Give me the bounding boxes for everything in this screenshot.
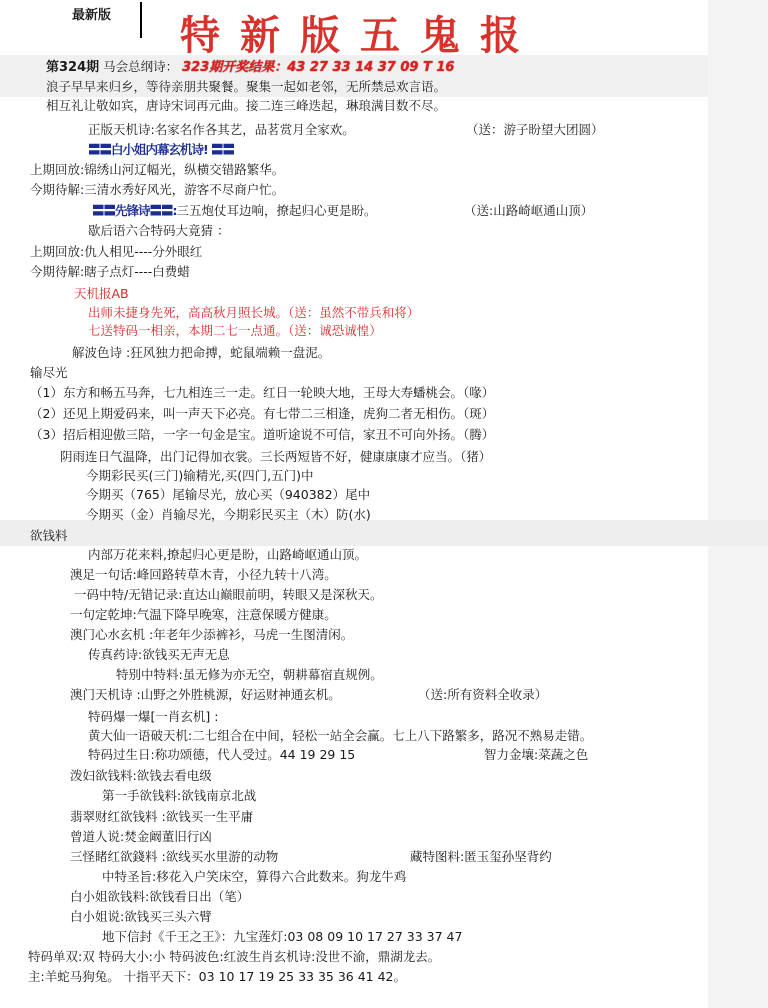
list-item: （2）还见上期爱码来，叫一声天下必亮。有七带二三相逢，虎狗二者无相伤。（斑） (30, 406, 495, 421)
list-item: 今期买（金）肖输尽光，今期彩民买主（木）防(水) (86, 507, 371, 522)
review-text: 锦绣山河辽幅光，纵横交错路繁华。 (84, 162, 285, 177)
list-item (102, 868, 406, 886)
item-text: 欲钱买三头六臂 (124, 909, 212, 924)
xiehouyu-title: 歇后语六合特码大竟猜 ： (88, 223, 230, 238)
section-title: 输尽光 (30, 365, 68, 380)
item-label: 白小姐说: (70, 909, 125, 924)
list-item: 今期彩民买(三门)输精光,买(四门,五门)中 (86, 468, 314, 483)
item-text: 欲钱买无声无息 (142, 647, 230, 662)
item-label: 内部万花来料, (88, 547, 167, 562)
xianfeng-note: （送:山路崎岖通山顶） (464, 203, 594, 218)
item-label: 特别中特料: (116, 667, 183, 682)
item-text: 峰回路转草木青，小径九转十八湾。 (136, 567, 337, 582)
poem-line: 浪子早早来归乡，等待亲朋共聚餐。聚集一起如老邻，无所禁忌欢言语。 (46, 79, 447, 94)
scan-right-edge (708, 0, 768, 1008)
item-label: 泼妇欲钱料: (70, 768, 137, 783)
item-label: 一码中特/无错记录: (74, 587, 183, 602)
tema-title: 特码爆一爆[一肖玄机] : (88, 709, 219, 724)
jiebose-line (72, 344, 330, 362)
list-item (70, 626, 353, 644)
dixia-line (102, 928, 462, 946)
list-item (102, 787, 256, 805)
period-subtitle: 马会总纲诗： (103, 59, 179, 74)
list-item (70, 848, 278, 866)
period-number: 第324期 (46, 60, 100, 75)
tianji-label: 正版天机诗: (88, 122, 155, 137)
item-note: （送:所有资料全收录） (418, 687, 548, 702)
item-text: 虽无修为亦无空，朝耕幕宿直规例。 (182, 667, 383, 682)
item-text: 山野之外胜桃源，好运财神通玄机。 (140, 687, 341, 702)
list-item (88, 546, 367, 564)
list-item (116, 666, 383, 684)
item-label: 藏特图料: (410, 849, 465, 864)
item-label: 澳门天机诗 : (70, 687, 141, 702)
this-wait-1 (30, 181, 284, 199)
this-wait-2 (30, 263, 190, 281)
page-title: 特新版五鬼报 (180, 12, 540, 59)
item-label: 中特圣旨: (102, 869, 157, 884)
xianfeng-text: 三五炮仗耳边响，撩起归心更是盼。 (176, 203, 377, 218)
item-label: 翡翠财红欲钱料 : (70, 809, 166, 824)
item-label: 三怪睹红欲錢料 : (70, 849, 166, 864)
birthday-line (88, 746, 355, 764)
header-divider (140, 2, 142, 38)
list-item (70, 828, 212, 846)
poem-line: 相互礼让敬如宾，唐诗宋词再元曲。接二连三峰迭起，琳琅满目数不尽。 (46, 98, 447, 113)
huangdaxian-line (88, 727, 592, 745)
item-label: 黄大仙一语破天机: (88, 728, 193, 743)
section-title: 欲钱料 (30, 528, 68, 543)
item-text: 九宝莲灯:03 08 09 10 17 27 33 37 47 (233, 929, 463, 944)
wait-label: 今期待解: (30, 264, 85, 279)
list-item: （1）东方和畅五马奔，七九相连三一走。红日一轮映大地，王母大寿蟠桃会。（喙） (30, 385, 495, 400)
tianji-note: （送：游子盼望大团圆） (466, 122, 604, 137)
list-item (70, 767, 212, 785)
tianjibao-line: 七送特码一相亲，本期二七一点通。（送：诚恐诚惶） (88, 323, 382, 338)
item-text: 称功颂德，代人受过。44 19 29 15 (154, 747, 356, 762)
list-item (74, 586, 382, 604)
item-text: 气温下降早晚寒，注意保暖方健康。 (136, 607, 337, 622)
item-text: 欲线买水里游的动物 (165, 849, 279, 864)
list-item (88, 646, 230, 664)
list-item: 阴雨连日气温降，出门记得加衣裳。三长两短皆不好，健康康康才应当。（猪） (60, 449, 492, 464)
item-text: 焚金阚董旧行凶 (124, 829, 212, 844)
item-text: 菜蔬之色 (538, 747, 589, 762)
item-text: 直达山巅眼前明，转眼又是深秋天。 (182, 587, 383, 602)
list-item (70, 888, 249, 906)
item-text: 欲钱去看电级 (136, 768, 212, 783)
tianjibao-line: 出师未捷身先死，高高秋月照长城。（送：虽然不带兵和将） (88, 305, 420, 320)
item-label: 曾道人说: (70, 829, 125, 844)
edition-label: 最新版 (72, 8, 112, 23)
wait-text: 三清水秀好风光，游客不尽商户忙。 (84, 182, 285, 197)
item-text: 移花入户笑床空，算得六合此数来。狗龙牛鸡 (156, 869, 407, 884)
item-label: 传真药诗: (88, 647, 143, 662)
item-text: 欲钱南京北战 (181, 788, 257, 803)
item-label: 白小姐欲钱料: (70, 889, 150, 904)
item-label: 澳门心水玄机 : (70, 627, 154, 642)
birthday-side (484, 746, 588, 764)
list-item (70, 908, 212, 926)
item-label: 智力金壤: (484, 747, 539, 762)
list-item (70, 566, 337, 584)
jiebose-text: 狂风独力把命搏，蛇鼠端赖一盘泥。 (130, 345, 331, 360)
jiebose-label: 解波色诗 : (72, 345, 131, 360)
item-text: 欲钱买一生平庸 (165, 809, 254, 824)
review-text: 仇人相见----分外眼红 (84, 244, 203, 259)
last-review-2 (30, 243, 202, 261)
item-label: 地下信封《千王之王》： (102, 929, 234, 944)
tianji-text: 名家名作各其艺，品茗赏月全家欢。 (154, 122, 355, 137)
footer-line: 特码单双:双 特码大小:小 特码波色:红波生肖玄机诗:没世不渝，鼎湖龙去。 (28, 949, 441, 964)
period-line (46, 58, 454, 77)
list-item: （3）招后相迎傲三陪，一字一句金是宝。道听途说不可信，家丑不可向外扬。（腾） (30, 427, 495, 442)
list-item (70, 808, 253, 826)
item-text: 年老年少添裤衫，马虎一生图清闲。 (153, 627, 354, 642)
xianfeng-label: 〓〓先锋诗〓〓: (92, 203, 177, 218)
baixiaojie-title: 〓〓白小姐内幕玄机诗! 〓〓 (88, 142, 235, 157)
item-label: 一句定乾坤: (70, 607, 137, 622)
previous-result: 323期开奖结果：43 27 33 14 37 09 T 16 (182, 60, 455, 75)
review-label: 上期回放: (30, 244, 85, 259)
list-item (70, 606, 337, 624)
item-label: 特码过生日: (88, 747, 155, 762)
item-text: 二七组合在中间，轻松一站全会赢。七上八下路繁多，路况不熟易走错。 (192, 728, 593, 743)
item-text: 匿玉玺孙坚背约 (464, 849, 552, 864)
item-text: 欲钱看日出（笔） (149, 889, 250, 904)
tianjibao-label: 天机报AB (74, 286, 129, 301)
last-review-1 (30, 161, 284, 179)
footer-line: 主:羊蛇马狗兔。 十指平天下：03 10 17 19 25 33 35 36 41 42。 (28, 969, 407, 984)
list-item (70, 686, 341, 704)
item-label: 澳足一句话: (70, 567, 137, 582)
review-label: 上期回放: (30, 162, 85, 177)
item-label: 第一手欲钱料: (102, 788, 182, 803)
item-text: 撩起归心更是盼，山路崎岖通山顶。 (166, 547, 367, 562)
list-item-side (410, 848, 552, 866)
list-item: 今期买（765）尾输尽光，放心买（940382）尾中 (86, 487, 371, 502)
wait-text: 瞎子点灯----白费蜡 (84, 264, 190, 279)
wait-label: 今期待解: (30, 182, 85, 197)
tianji-line (88, 121, 355, 139)
xianfeng-line (92, 202, 377, 220)
